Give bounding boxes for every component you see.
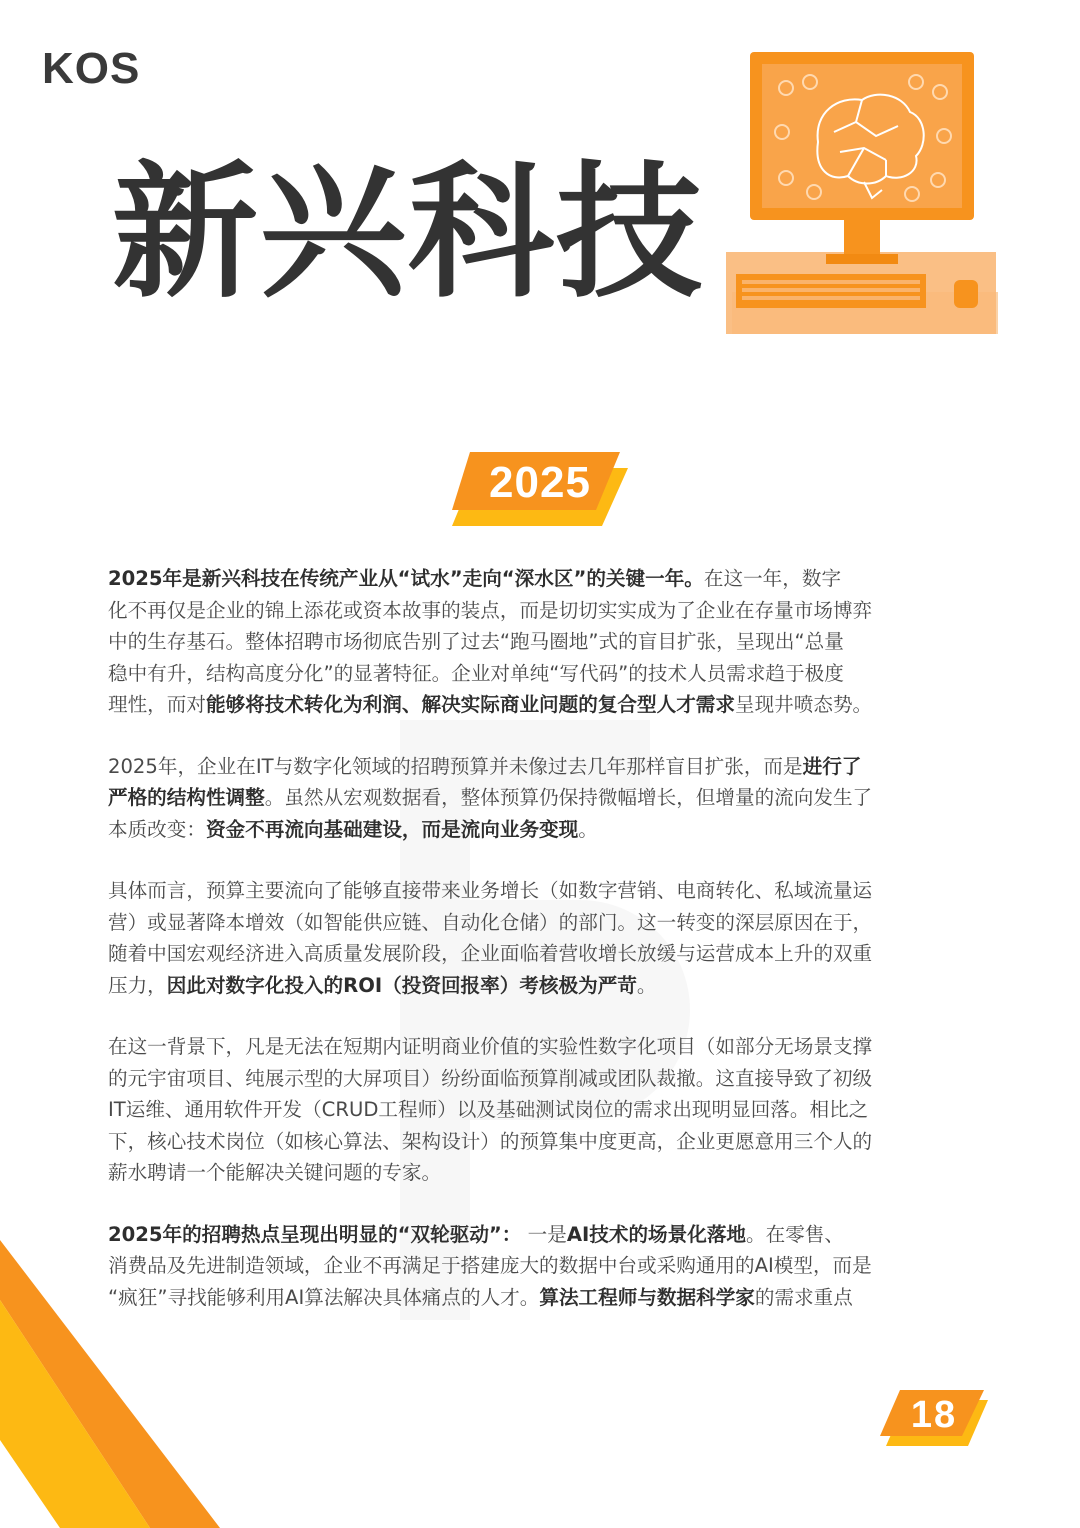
kos-logo: KOS (42, 44, 141, 93)
body-text: 在这一年，数字 (703, 567, 842, 590)
emphasis-text: 算法工程师与数据科学家 (539, 1285, 755, 1309)
body-text: 具体而言，预算主要流向了能够直接带来业务增长（如数字营销、电商转化、私域流量运 (108, 879, 873, 902)
body-text: 压力， (108, 973, 167, 997)
emphasis-text: 资金不再流向基础建设，而是流向业务变现 (205, 817, 579, 841)
body-text: 消费品及先进制造领域，企业不再满足于搭建庞大的数据中台或采购通用的AI模型，而是 (108, 1254, 872, 1277)
page-number: 18 (910, 1394, 958, 1436)
body-text: 随着中国宏观经济进入高质量发展阶段，企业面临着营收增长放缓与运营成本上升的双重 (108, 942, 873, 965)
body-paragraph (108, 1031, 978, 1189)
body-text: 的元宇宙项目、纯展示型的大屏项目）纷纷面临预算削减或团队裁撤。这直接导致了初级 (108, 1066, 873, 1090)
emphasis-text: 能够将技术转化为利润、解决实际商业问题的复合型人才需求 (205, 693, 735, 716)
emphasis-text: 严格的结构性调整 (108, 786, 265, 809)
emphasis-text: 2025年的招聘热点呈现出明显的“双轮驱动”： (108, 1222, 522, 1246)
body-text: 薪水聘请一个能解决关键问题的专家。 (108, 1161, 442, 1184)
body-text: 。虽然从宏观数据看，整体预算仍保持微幅增长，但增量的流向发生了 (264, 786, 873, 809)
body-text: 化不再仅是企业的锦上添花或资本故事的装点，而是切切实实成为了企业在存量市场博弈 (108, 598, 873, 622)
year-badge (452, 448, 632, 532)
body-paragraph (108, 875, 978, 1001)
body-text: 的需求重点 (754, 1285, 853, 1309)
body-text: IT运维、通用软件开发（CRUD工程师）以及基础测试岗位的需求出现明显回落。相比之 (108, 1098, 869, 1121)
body-text: 。在零售、 (746, 1222, 844, 1246)
body-text: 在这一背景下，凡是无法在短期内证明商业价值的实验性数字化项目（如部分无场景支撑 (108, 1035, 873, 1058)
year-badge-label: 2025 (489, 458, 591, 507)
body-text: “疯狂”寻找能够利用AI算法解决具体痛点的人才。 (108, 1285, 540, 1309)
body-text: 稳中有升，结构高度分化”的显著特征。企业对单纯“写代码”的技术人员需求趋于极度 (108, 661, 844, 685)
body-content (108, 563, 978, 1343)
body-paragraph (108, 563, 978, 721)
body-text: 呈现井喷态势。 (735, 693, 873, 716)
body-paragraph (108, 751, 978, 846)
body-text: 下，核心技术岗位（如核心算法、架构设计）的预算集中度更高，企业更愿意用三个人的 (108, 1129, 873, 1153)
emphasis-text: 因此对数字化投入的ROI（投资回报率）考核极为严苛 (166, 973, 637, 997)
emphasis-text: AI技术的场景化落地 (566, 1222, 747, 1246)
body-text: 本质改变： (108, 817, 206, 841)
body-text: 一是 (521, 1222, 567, 1246)
body-text: 中的生存基石。整体招聘市场彻底告别了过去“跑马圈地”式的盲目扩张，呈现出“总量 (108, 630, 844, 653)
computer-brain-illustration (726, 52, 1002, 342)
page-title: 新兴科技 (112, 148, 704, 318)
body-text: 理性，而对 (108, 693, 206, 716)
emphasis-text: 进行了 (802, 754, 862, 778)
body-text: 营）或显著降本增效（如智能供应链、自动化仓储）的部门。这一转变的深层原因在于， (108, 910, 873, 934)
body-paragraph (108, 1219, 978, 1314)
page-number-badge (880, 1390, 992, 1446)
body-text: 。 (636, 973, 657, 997)
body-text: 。 (578, 817, 598, 841)
emphasis-text: 2025年是新兴科技在传统产业从“试水”走向“深水区”的关键一年。 (108, 567, 704, 590)
body-text: 2025年，企业在IT与数字化领域的招聘预算并未像过去几年那样盲目扩张，而是 (108, 754, 803, 778)
